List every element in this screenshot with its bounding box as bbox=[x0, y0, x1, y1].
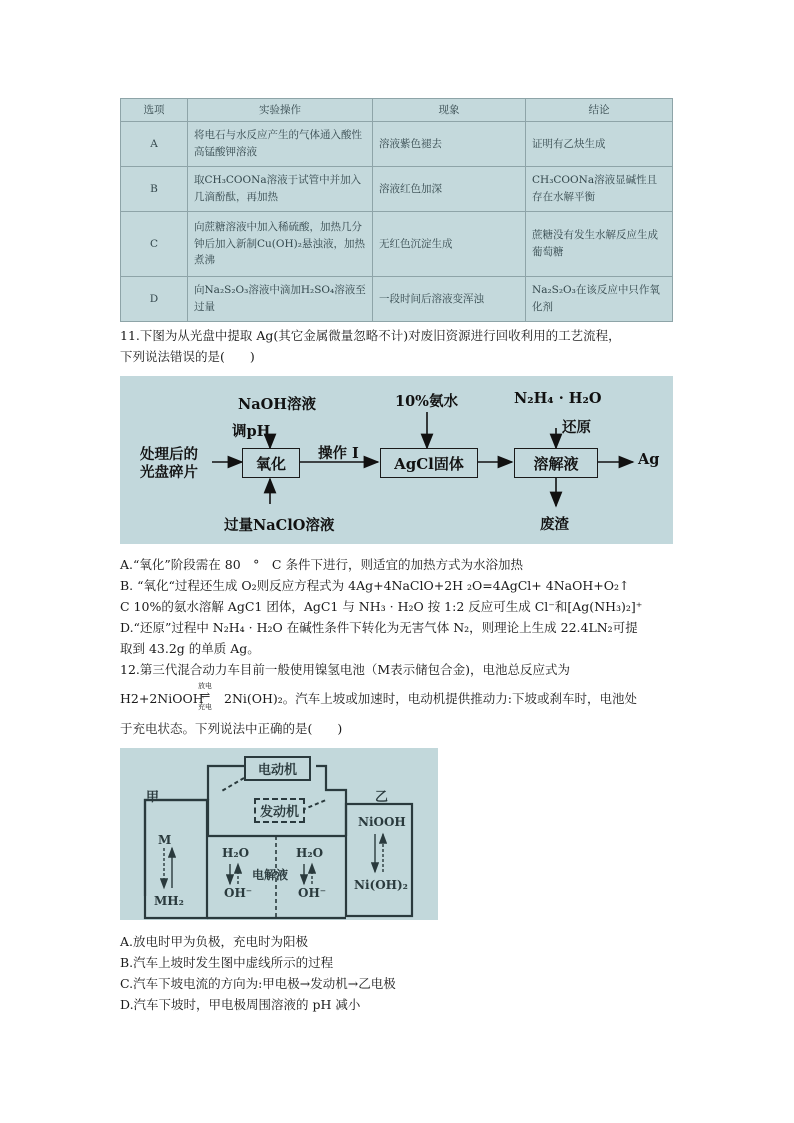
niooh-label: NiOOH bbox=[358, 815, 406, 829]
row-conclusion: 蔗糖没有发生水解反应生成葡萄糖 bbox=[526, 212, 673, 277]
q11-option-a: A.“氧化”阶段需在 80 ° C 条件下进行，则适宜的加热方式为水浴加热 bbox=[120, 557, 523, 572]
operation-label: 操作 I bbox=[318, 445, 359, 462]
row-option: B bbox=[121, 167, 188, 212]
row-operation: 向Na₂S₂O₃溶液中滴加H₂SO₄溶液至过量 bbox=[188, 276, 373, 321]
header-operation: 实验操作 bbox=[188, 99, 373, 122]
row-operation: 取CH₃COONa溶液于试管中并加入几滴酚酞，再加热 bbox=[188, 167, 373, 212]
q11-option-b: B. “氧化“过程还生成 O₂则反应方程式为 4Ag+4NaClO+2H ₂O=4AgCl+ 4NaOH+O₂↑ bbox=[120, 578, 630, 593]
table-row bbox=[121, 122, 673, 167]
oxidation-box: 氧化 bbox=[242, 448, 300, 478]
naclo-label: 过量NaClO溶液 bbox=[224, 517, 335, 534]
yi-label: 乙 bbox=[375, 790, 389, 805]
q12-stem-line3: 于充电状态。下列说法中正确的是( ) bbox=[120, 721, 343, 736]
row-conclusion: 证明有乙炔生成 bbox=[526, 122, 673, 167]
solution-box: 溶解液 bbox=[514, 448, 598, 478]
q12-eq-arrow-icon: ⇌ bbox=[201, 689, 211, 702]
table-row bbox=[121, 167, 673, 212]
motor-box: 电动机 bbox=[244, 756, 311, 781]
agcl-box: AgCl固体 bbox=[380, 448, 478, 478]
row-option: A bbox=[121, 122, 188, 167]
mh2-label: MH₂ bbox=[154, 894, 184, 908]
row-phenomenon: 一段时间后溶液变浑浊 bbox=[373, 276, 526, 321]
m-label: M bbox=[158, 833, 172, 847]
battery-diagram bbox=[120, 748, 438, 920]
engine-box: 发动机 bbox=[254, 798, 305, 823]
ammonia-label: 10%氨水 bbox=[395, 393, 458, 410]
row-phenomenon: 溶液红色加深 bbox=[373, 167, 526, 212]
experiment-table-image bbox=[120, 98, 673, 322]
electrolyte-label: 电解液 bbox=[252, 868, 289, 882]
reduce-label: 还原 bbox=[562, 419, 591, 436]
q11-option-c: C 10%的氨水溶解 AgC1 团体，AgC1 与 NH₃ · H₂O 按 1:2 反应可生成 Cl⁻和[Ag(NH₃)₂]⁺ bbox=[120, 599, 643, 614]
q12-eq-top: 放电 bbox=[198, 682, 212, 690]
header-conclusion: 结论 bbox=[526, 99, 673, 122]
ph-label: 调pH bbox=[232, 423, 271, 440]
ag-label: Ag bbox=[638, 451, 660, 468]
jia-label: 甲 bbox=[146, 790, 160, 805]
q12-eq-left: H2+2NiOOH bbox=[120, 691, 204, 706]
q12-option-d: D.汽车下坡时，甲电极周围溶液的 pH 减小 bbox=[120, 997, 361, 1012]
row-phenomenon: 无红色沉淀生成 bbox=[373, 212, 526, 277]
table-row bbox=[121, 212, 673, 277]
q12-option-a: A.放电时甲为负极，充电时为阳极 bbox=[120, 934, 309, 949]
oh-right-label: OH⁻ bbox=[298, 886, 327, 900]
header-phenomenon: 现象 bbox=[373, 99, 526, 122]
row-phenomenon: 溶液紫色褪去 bbox=[373, 122, 526, 167]
q12-option-b: B.汽车上坡时发生图中虚线所示的过程 bbox=[120, 955, 334, 970]
q12-eq-bottom: 充电 bbox=[198, 703, 212, 711]
waste-label: 废渣 bbox=[540, 516, 569, 533]
flow-start-label: 处理后的 光盘碎片 bbox=[140, 446, 198, 481]
q11-option-d-line1: D.“还原”过程中 N₂H₄ · H₂O 在碱性条件下转化为无害气体 N₂，则理论上生成 22.4LN₂可提 bbox=[120, 620, 638, 635]
oh-left-label: OH⁻ bbox=[224, 886, 253, 900]
row-operation: 将电石与水反应产生的气体通入酸性高锰酸钾溶液 bbox=[188, 122, 373, 167]
table-row bbox=[121, 276, 673, 321]
q12-option-c: C.汽车下坡电流的方向为:甲电极→发动机→乙电极 bbox=[120, 976, 396, 991]
process-flow-diagram bbox=[120, 376, 673, 544]
row-operation: 向蔗糖溶液中加入稀硫酸，加热几分钟后加入新制Cu(OH)₂悬浊液，加热煮沸 bbox=[188, 212, 373, 277]
header-option: 选项 bbox=[121, 99, 188, 122]
n2h4-label: N₂H₄ · H₂O bbox=[514, 390, 602, 407]
q12-eq-right: 2Ni(OH)₂。汽车上坡或加速时，电动机提供推动力:下坡或刹车时，电池处 bbox=[224, 691, 638, 706]
nioh2-label: Ni(OH)₂ bbox=[354, 878, 408, 892]
experiment-table bbox=[120, 98, 673, 322]
q11-stem-line2: 下列说法错误的是( ) bbox=[120, 349, 255, 364]
q11-stem-line1: 11.下图为从光盘中提取 Ag(其它金属微量忽略不计)对废旧资源进行回收利用的工艺流程， bbox=[120, 328, 621, 343]
q11-option-d-line2: 取到 43.2g 的单质 Ag。 bbox=[120, 641, 260, 656]
row-option: C bbox=[121, 212, 188, 277]
h2o-left-label: H₂O bbox=[222, 846, 250, 860]
h2o-right-label: H₂O bbox=[296, 846, 324, 860]
table-header-row bbox=[121, 99, 673, 122]
q12-stem-line1: 12.第三代混合动力车目前一般使用镍氢电池（M表示储包合金)，电池总反应式为 bbox=[120, 662, 571, 677]
row-option: D bbox=[121, 276, 188, 321]
row-conclusion: CH₃COONa溶液显碱性且存在水解平衡 bbox=[526, 167, 673, 212]
row-conclusion: Na₂S₂O₃在该反应中只作氧化剂 bbox=[526, 276, 673, 321]
naoh-label: NaOH溶液 bbox=[238, 396, 316, 413]
